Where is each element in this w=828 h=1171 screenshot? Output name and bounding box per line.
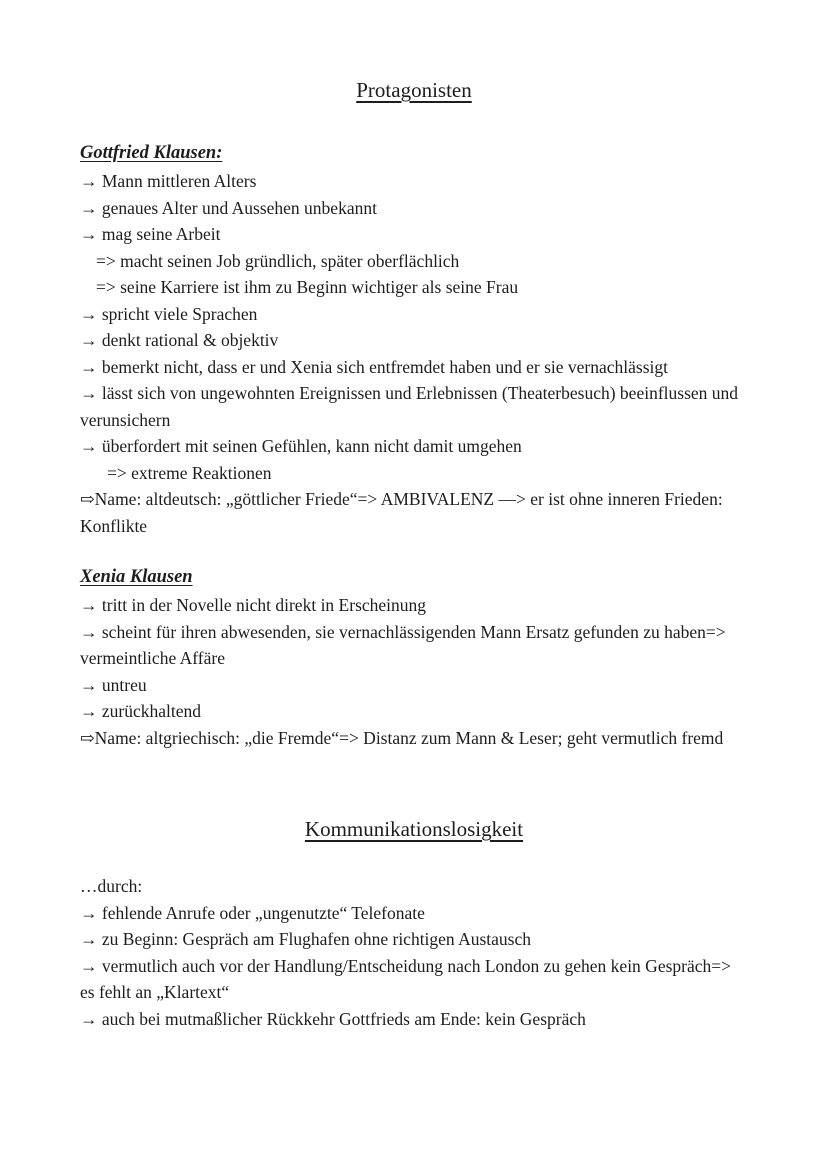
note-line: → denkt rational & objektiv xyxy=(80,330,279,350)
note-line: → genaues Alter und Aussehen unbekannt xyxy=(80,197,377,218)
note-line: → vermutlich auch vor der Handlung/Entscheidung nach London zu gehen kein Gespräch=> es fehlt an „Klartext“ xyxy=(80,955,732,1002)
note-line: → überfordert mit seinen Gefühlen, kann nicht damit umgehen xyxy=(80,436,522,456)
note-line: …durch: xyxy=(80,876,143,896)
subsection-heading: Xenia Klausen xyxy=(80,567,193,587)
note-line: → scheint für ihren abwesenden, sie vernachlässigenden Mann Ersatz gefunden zu haben=> vermeintliche Affäre xyxy=(80,621,726,668)
note-line: => seine Karriere ist ihm zu Beginn wichtiger als seine Frau xyxy=(96,277,519,297)
note-line: → Mann mittleren Alters xyxy=(80,171,257,191)
section-title: Kommunikationslosigkeit xyxy=(304,817,524,841)
note-line: => macht seinen Job gründlich, später oberflächlich xyxy=(96,250,460,271)
note-line: → zu Beginn: Gespräch am Flughafen ohne richtigen Austausch xyxy=(80,929,532,949)
note-line: ⇨Name: altdeutsch: „göttlicher Friede“=> AMBIVALENZ —> er ist ohne inneren Frieden: Konflikte xyxy=(80,489,723,536)
note-line: → untreu xyxy=(80,674,147,695)
note-line: → fehlende Anrufe oder „ungenutzte“ Telefonate xyxy=(80,902,425,923)
note-line: → lässt sich von ungewohnten Ereignissen und Erlebnissen (Theaterbesuch) beeinflussen und verunsichern xyxy=(80,383,739,430)
section-title: Protagonisten xyxy=(356,78,472,102)
subsection-heading: Gottfried Klausen: xyxy=(80,143,223,163)
note-line: => extreme Reaktionen xyxy=(107,462,272,483)
note-line: → auch bei mutmaßlicher Rückkehr Gottfrieds am Ende: kein Gespräch xyxy=(80,1008,586,1029)
note-line: → zurückhaltend xyxy=(80,701,201,721)
note-line: → bemerkt nicht, dass er und Xenia sich entfremdet haben und er sie vernachlässigt xyxy=(80,356,669,377)
note-line: → spricht viele Sprachen xyxy=(80,303,258,324)
note-line: → mag seine Arbeit xyxy=(80,224,221,244)
document-body xyxy=(80,76,748,1032)
note-line: → tritt in der Novelle nicht direkt in Erscheinung xyxy=(80,595,427,615)
note-line: ⇨Name: altgriechisch: „die Fremde“=> Distanz zum Mann & Leser; geht vermutlich fremd xyxy=(80,727,724,748)
